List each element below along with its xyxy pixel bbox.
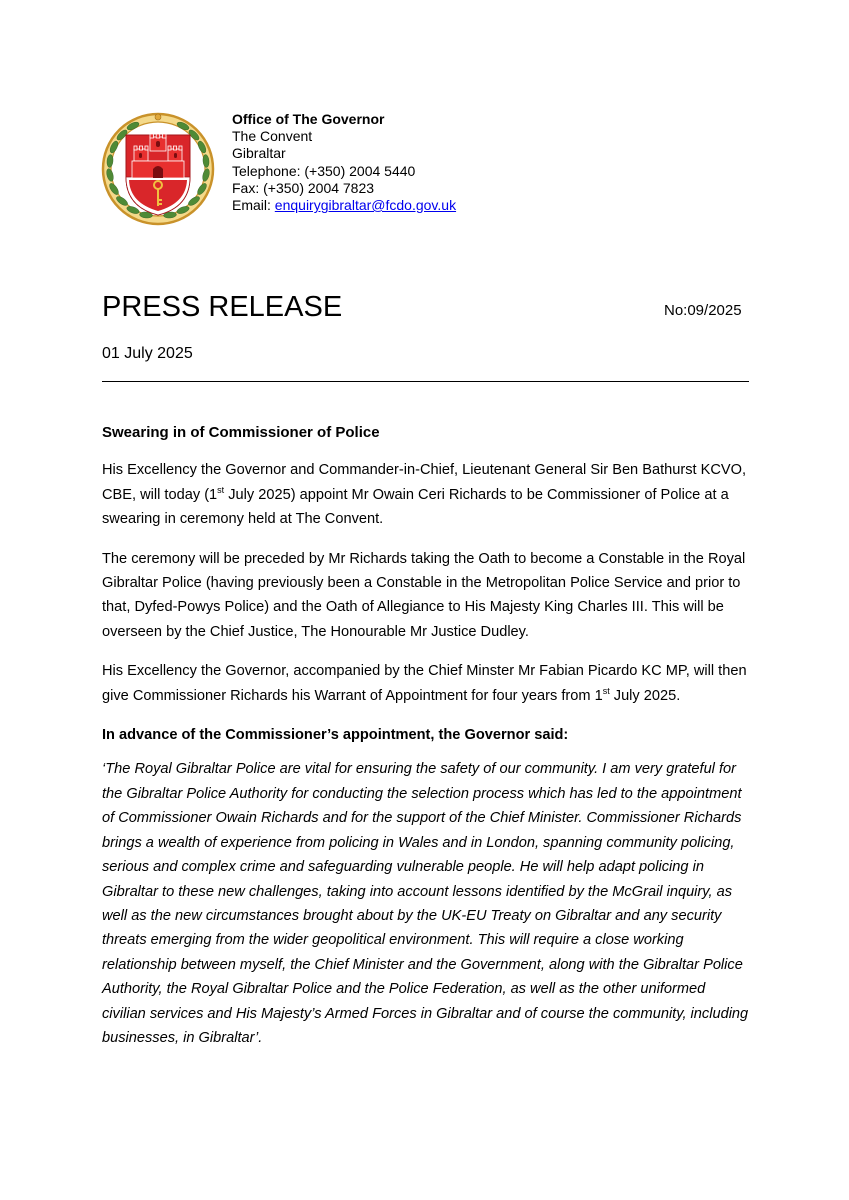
press-release-title: PRESS RELEASE <box>102 291 343 323</box>
ordinal-suffix: st <box>602 685 610 696</box>
paragraph-3-text-b: July 2025. <box>609 687 681 704</box>
email-row <box>232 197 456 214</box>
paragraph-1-text-b: July 2025) appoint Mr Owain Ceri Richards to be Commissioner of Police at a swearing in ceremony held at The Convent. <box>102 486 729 528</box>
quote-intro: In advance of the Commissioner’s appointment, the Governor said: <box>102 727 569 744</box>
paragraph-2: The ceremony will be preceded by Mr Richards taking the Oath to become a Constable in the Royal Gibraltar Police (having previously been a Constable in the Metropolitan Police Service and prior to that, Dyfed-Powys Police) and the Oath of Allegiance to His Majesty King Charles III. This will be overseen by the Chief Justice, The Honourable Mr Justice Dudley. <box>102 550 746 640</box>
fax: Fax: (+350) 2004 7823 <box>232 179 375 196</box>
gibraltar-crest-icon <box>100 111 216 227</box>
address-line-2: Gibraltar <box>232 145 286 162</box>
email-link[interactable]: enquirygibraltar@fcdo.gov.uk <box>274 197 457 214</box>
divider <box>102 381 749 382</box>
press-release-number: No:09/2025 <box>664 302 742 319</box>
press-release-body <box>102 421 752 1065</box>
address-line-1: The Convent <box>232 128 313 145</box>
email-label: Email: <box>232 197 275 214</box>
office-name: Office of The Governor <box>232 111 385 127</box>
telephone: Telephone: (+350) 2004 5440 <box>232 162 416 179</box>
governor-quote: ‘The Royal Gibraltar Police are vital for ensuring the safety of our community. I am very grateful for the Gibraltar Police Authority for conducting the selection process which has led to the appointment of Commissioner Owain Richards and for the support of the Chief Minister. Commissioner Richards brings a wealth of experience from policing in Wales and in London, spanning community policing, serious and complex crime and safeguarding vulnerable people. He will help adapt policing in Gibraltar to these new challenges, taking into account lessons identified by the McGrail inquiry, as well as the new circumstances brought about by the UK-EU Treaty on Gibraltar and any security threats emerging from the wider geopolitical environment. This will require a close working relationship between myself, the Chief Minister and the Government, along with the Gibraltar Police Authority, the Royal Gibraltar Police and the Police Federation, as well as the other uniformed civilian services and His Majesty’s Armed Forces in Gibraltar and of course the community, including businesses, in Gibraltar’. <box>102 761 749 1046</box>
release-heading: Swearing in of Commissioner of Police <box>102 424 380 441</box>
press-release-date: 01 July 2025 <box>102 345 193 362</box>
paragraph-1 <box>102 458 752 531</box>
paragraph-1-text-a: His Excellency the Governor and Commander-in-Chief, Lieutenant General Sir Ben Bathurst KCVO, CBE, will today (1 <box>102 462 747 503</box>
ordinal-suffix: st <box>217 484 225 495</box>
letterhead-address <box>232 111 456 214</box>
paragraph-3 <box>102 659 752 708</box>
paragraph-3-text-a: His Excellency the Governor, accompanied by the Chief Minster Mr Fabian Picardo KC MP, will then give Commissioner Richards his Warrant of Appointment for four years from 1 <box>102 663 747 704</box>
